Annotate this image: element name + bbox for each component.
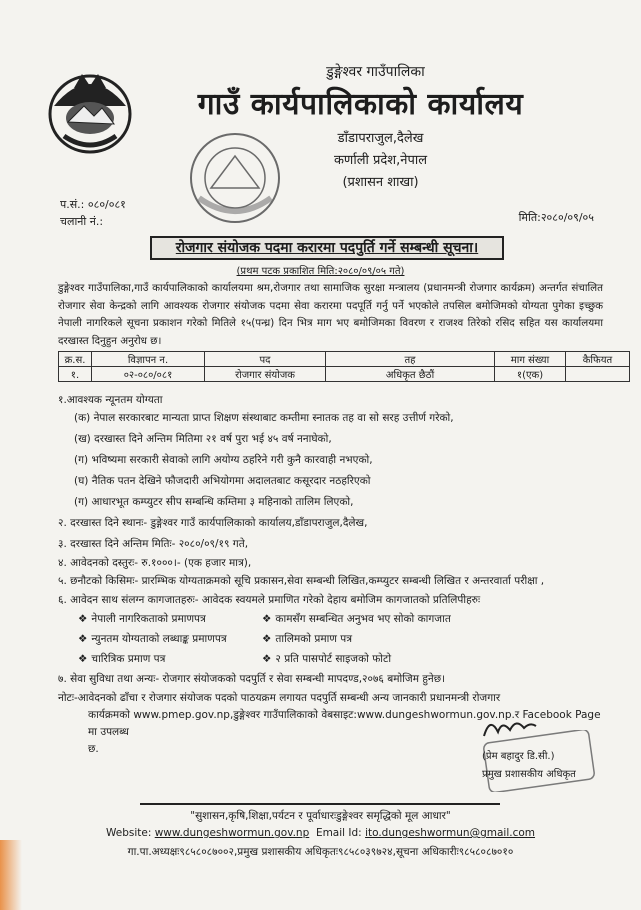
diamond-bullet-icon: ❖ xyxy=(78,613,88,625)
application-deadline: ३. दरखास्त दिने अन्तिम मितिः- २०८०/०९/१९ गते, xyxy=(58,538,249,550)
email-link[interactable]: ito.dungeshwormun@gmail.com xyxy=(365,827,536,839)
requirement-item: (ग) भविष्यमा सरकारी सेवाको लागि अयोग्य ठहरिने गरी कुनै कारवाही नभएको, xyxy=(74,454,373,466)
footer-divider xyxy=(140,803,500,805)
table-header-cell: कैफियत xyxy=(566,352,630,367)
notice-paragraph: डुङ्गेश्वर गाउँपालिका,गाउँ कार्यपालिकाको कार्यालयमा श्रम,रोजगार तथा सामाजिक सुरक्षा मन्त्रालय (प्रधानमन्त्री रोजगार कार्यक्रम) अन्तर्गत संचालित रोजगार सेवा केन्द्रको लागि आवश्यक रोजगार संयोजक पदमा सेवा करारमा पदपूर्ति गर्नु पर्ने भएकोले तपसिल बमोजिमको योग्यता पुगेका इच्छुक नेपाली नागरिकले सूचना प्रकाशन गरेको मितिले १५(पन्ध्र) दिन भित्र माग भए बमोजिमका विवरण र राजश्व तिरेको रसिद सहित यस कार्यालयमा दरखास्त दिनुहुन अनुरोध छ। xyxy=(58,282,603,347)
diamond-bullet-icon: ❖ xyxy=(78,633,88,645)
office-title: गाउँ कार्यपालिकाको कार्यालय xyxy=(197,87,524,122)
note-line: छ. xyxy=(88,743,99,755)
letter-number: प.सं.: ०८०/०८१ xyxy=(60,198,126,211)
notice-title: रोजगार संयोजक पदमा करारमा पदपुर्ति गर्ने सम्बन्धी सूचना। xyxy=(150,236,504,260)
attachment-item: ❖ नेपाली नागरिकताको प्रमाणपत्र xyxy=(78,613,206,625)
note-line: कार्यक्रमको www.pmep.gov.np,डुङ्गेश्वर गाउँपालिकाको वेबसाइट:www.dungeshwormun.gov.np.र Facebook Page मा उपलब्ध xyxy=(88,709,601,738)
email-label: Email Id: xyxy=(315,827,362,839)
table-cell: ०२-०८०/०८१ xyxy=(92,367,205,382)
table-header-cell: माग संख्या xyxy=(495,352,566,367)
table-cell: अधिकृत छैठौं xyxy=(326,367,495,382)
table-cell: रोजगार संयोजक xyxy=(205,367,326,382)
vacancy-table xyxy=(58,351,630,382)
table-header-cell: तह xyxy=(326,352,495,367)
footer-contact xyxy=(0,827,641,839)
attachment-item: ❖ २ प्रति पासपोर्ट साइजको फोटो xyxy=(262,653,392,665)
table-cell xyxy=(566,367,630,382)
notice-subtitle: (प्रथम पटक प्रकाशित मिति:२०८०/०९/०५ गते) xyxy=(236,266,405,277)
table-cell: १. xyxy=(59,367,92,382)
footer-phones: गा.पा.अध्यक्षः९८५८०८७००२,प्रमुख प्रशासकीय अधिकृतः९८५८०३९७२४,सूचना अधिकारीः९८५८०८७०१० xyxy=(127,846,514,858)
table-header-cell: विज्ञापन न. xyxy=(92,352,205,367)
attachment-item: ❖ कामसँग सम्बन्धित अनुभव भए सोको कागजात xyxy=(262,613,451,625)
service-benefits: ७. सेवा सुविधा तथा अन्यः- रोजगार संयोजकको पदपुर्ति र सेवा सम्बन्धी मापदण्ड,२०७६ बमोजिम हुनेछ। xyxy=(58,673,446,685)
selection-method: ५. छनौटको किसिमः- प्रारम्भिक योग्यताक्रमको सूचि प्रकासन,सेवा सम्बन्धी लिखित,कम्प्युटर सम्बन्धी लिखित र अन्तरवार्ता परीक्षा , xyxy=(58,575,545,587)
scan-edge-strip xyxy=(0,840,22,910)
signatory-name: (प्रेम बहादुर डि.सी.) xyxy=(482,751,555,762)
signatory-designation: प्रमुख प्रशासकीय अधिकृत xyxy=(482,769,576,780)
website-link[interactable]: www.dungeshwormun.gov.np xyxy=(154,827,310,839)
table-row xyxy=(59,367,630,382)
table-cell: १(एक) xyxy=(495,367,566,382)
attachment-item: ❖ चारित्रिक प्रमाण पत्र xyxy=(78,653,166,665)
diamond-bullet-icon: ❖ xyxy=(78,653,88,665)
footer-slogan: "सुशासन,कृषि,शिक्षा,पर्यटन र पूर्वाधारःडुङ्गेश्वर समृद्धिको मूल आधार" xyxy=(190,810,451,822)
table-header-cell: पद xyxy=(205,352,326,367)
diamond-bullet-icon: ❖ xyxy=(262,613,272,625)
table-header-row xyxy=(59,352,630,367)
attachment-item: ❖ न्युनतम योग्यताको लब्धाङ्क प्रमाणपत्र xyxy=(78,633,227,645)
attachments-heading: ६. आवेदन साथ संलग्न कागजातहरुः- आवेदक स्वयमले प्रमाणित गरेको देहाय बमोजिम कागजातको प्रतिलिपीहरुः xyxy=(58,594,481,606)
issue-date: मिति:२०८०/०९/०५ xyxy=(518,211,594,224)
note-line: नोटः-आवेदनको ढाँचा र रोजगार संयोजक पदको पाठयक्रम लगायत पदपुर्ति सम्बन्धी अन्य जानकारी प्रधानमन्त्री रोजगार xyxy=(58,692,501,704)
requirement-item: (घ) नैतिक पतन देखिने फौजदारी अभियोगमा अदालतबाट कसूरदार नठहरिएको xyxy=(74,475,371,487)
address-line-1: डाँडापराजुल,दैलेख xyxy=(337,131,424,146)
requirements-heading: १.आवश्यक न्यूनतम योग्यता xyxy=(58,394,163,406)
application-fee: ४. आवेदनको दस्तुरः- रु.१०००।- (एक हजार मात्र), xyxy=(58,557,252,569)
application-place: २. दरखास्त दिने स्थानः- डुङ्गेश्वर गाउँ कार्यपालिकाको कार्यालय,डाँडापराजुल,दैलेख, xyxy=(58,517,368,529)
requirement-item: (ग) आधारभूत कम्प्युटर सीप सम्बन्धि कम्तिमा ३ महिनाको तालिम लिएको, xyxy=(74,496,354,508)
municipality-name: डुङ्गेश्वर गाउँपालिका xyxy=(326,64,425,80)
address-line-2: कर्णाली प्रदेश,नेपाल xyxy=(333,153,428,168)
requirement-item: (क) नेपाल सरकारबाट मान्यता प्राप्त शिक्षण संस्थाबाट कम्तीमा स्नातक तह वा सो सरह उत्तीर्ण गरेको, xyxy=(74,412,454,424)
table-header-cell: क्र.स. xyxy=(59,352,92,367)
attachment-item: ❖ तालिमको प्रमाण पत्र xyxy=(262,633,353,645)
section-name: (प्रशासन शाखा) xyxy=(342,175,419,190)
diamond-bullet-icon: ❖ xyxy=(262,653,272,665)
website-label: Website: xyxy=(105,827,152,839)
requirement-item: (ख) दरखास्त दिने अन्तिम मितिमा २१ वर्ष पुरा भई ४५ वर्ष ननाघेको, xyxy=(74,433,332,445)
diamond-bullet-icon: ❖ xyxy=(262,633,272,645)
dispatch-number: चलानी नं.: xyxy=(60,215,104,228)
